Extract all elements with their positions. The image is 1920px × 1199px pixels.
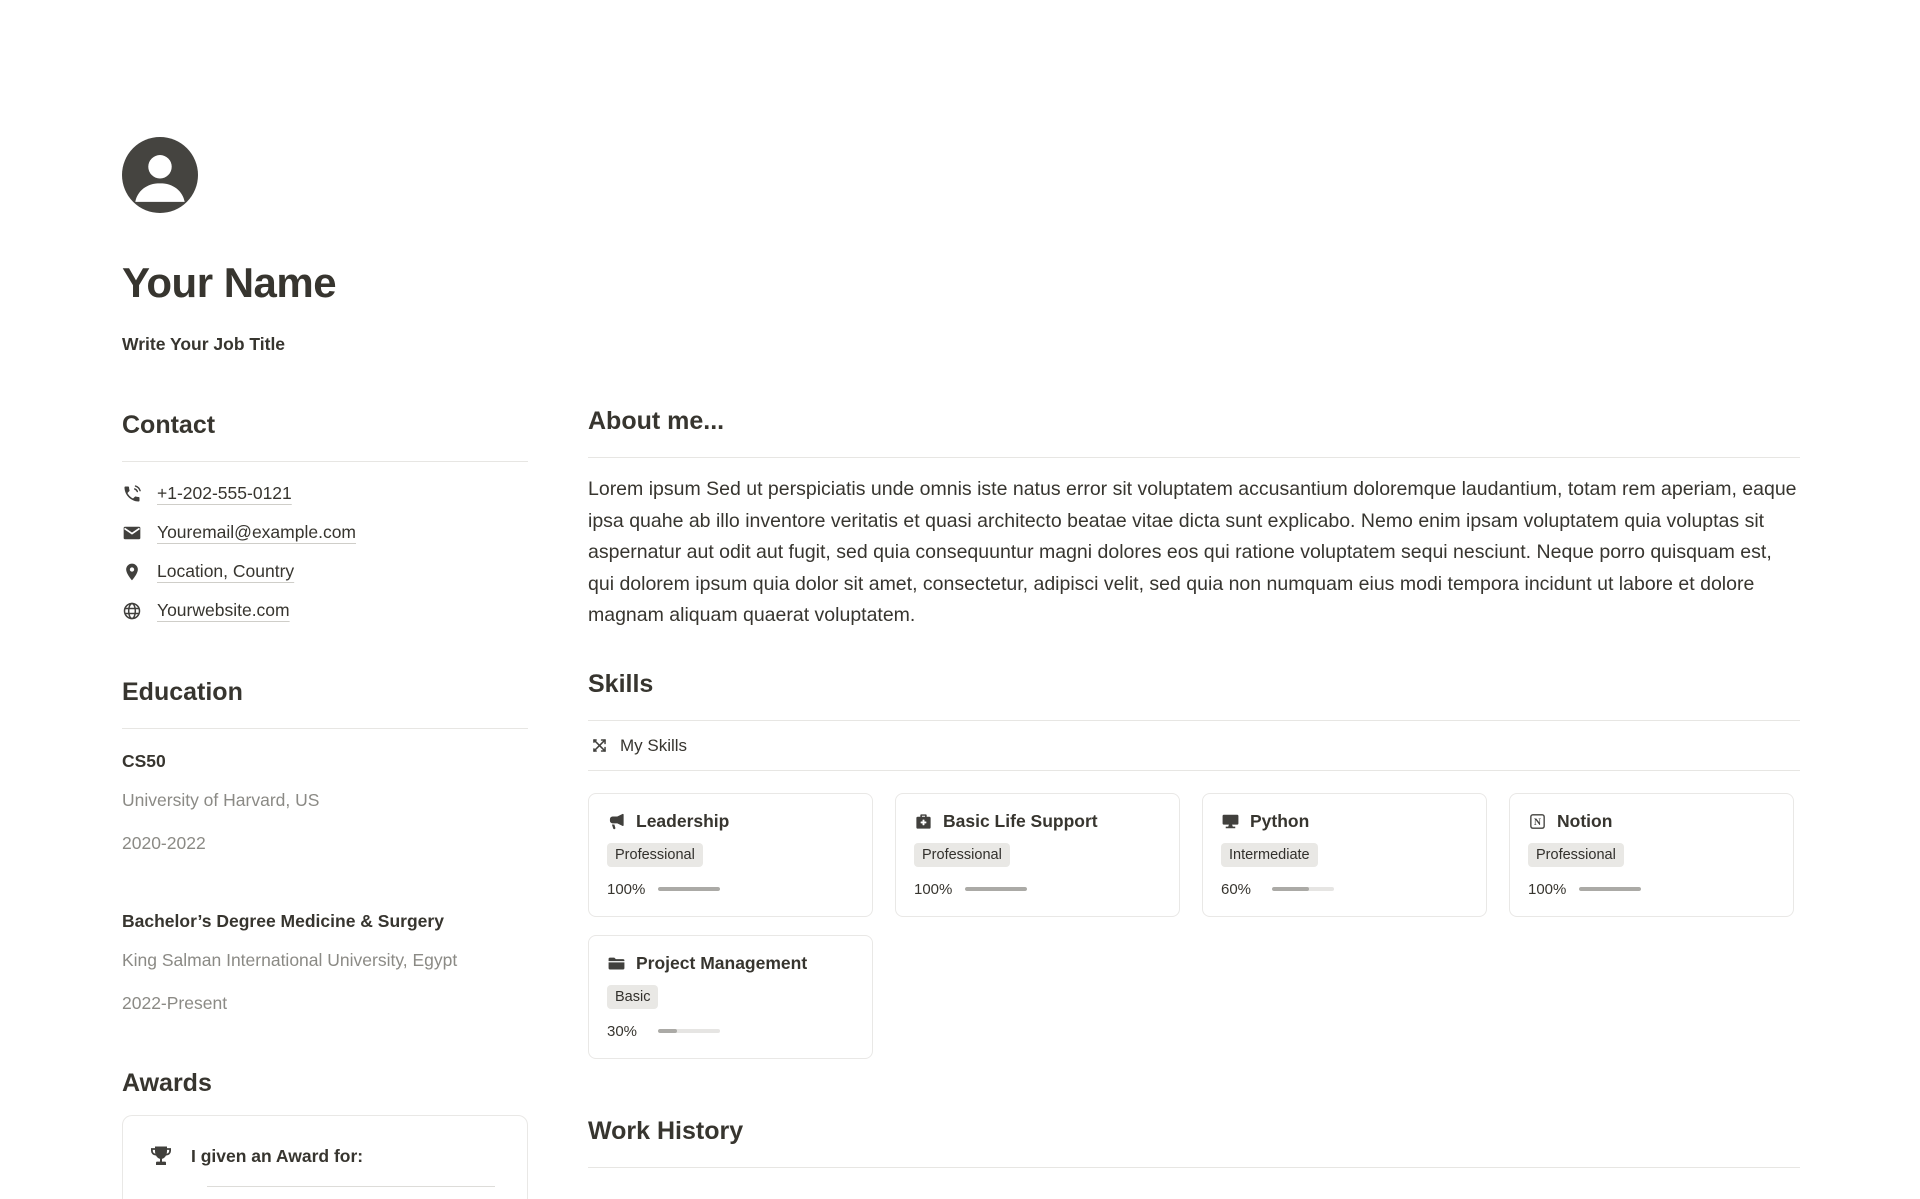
- skill-level-tag: Basic: [607, 985, 658, 1009]
- svg-text:N: N: [1533, 816, 1542, 828]
- education-title: Bachelor’s Degree Medicine & Surgery: [122, 911, 444, 931]
- profile-avatar person-icon[interactable]: [122, 137, 198, 213]
- award-card: [122, 1115, 528, 1199]
- skill-percent: 100%: [607, 880, 646, 898]
- skill-percent: 100%: [914, 880, 953, 898]
- about-paragraph: Lorem ipsum Sed ut perspiciatis unde omnis iste natus error sit voluptatem accusantium doloremque laudantium, totam rem aperiam, eaque ipsa quahe ab illo inventore veritatis et quasi architecto beatae vitae dicta sunt explicabo. Nemo enim ipsam voluptatem quia voluptas sit aspernatur aut odit aut fugit, sed quia consequuntur magni dolores eos qui ratione voluptatem sequi nesciunt. Neque porro quisquam est, qui dolorem ipsum quia dolor sit amet, consectetur, adipisci velit, sed quia non numquam eius modi tempora incidunt ut labore et dolore magnam aliquam quaerat voluptatem.: [588, 478, 1797, 626]
- job-title: Write Your Job Title: [122, 334, 286, 354]
- skill-name: Notion: [1557, 810, 1613, 831]
- education-heading: Education: [122, 678, 243, 706]
- monitor-icon: [1221, 812, 1240, 831]
- skills-card-gallery: [588, 793, 1800, 1059]
- education-entry: [122, 909, 528, 1019]
- megaphone-icon: [607, 812, 626, 831]
- folder-icon: [607, 954, 626, 973]
- website-link[interactable]: Yourwebsite.com: [157, 600, 290, 620]
- divider: [588, 770, 1800, 771]
- skill-name: Project Management: [636, 952, 808, 973]
- contact-row-website: [122, 591, 528, 630]
- skill-card-project-management[interactable]: [588, 935, 873, 1059]
- skill-level-tag: Professional: [607, 843, 703, 867]
- skill-percent: 30%: [607, 1022, 638, 1040]
- page-title: Your Name: [122, 259, 337, 306]
- skill-level-tag: Professional: [914, 843, 1010, 867]
- skill-card-notion[interactable]: [1509, 793, 1794, 917]
- skill-progress-bar: [1272, 887, 1334, 891]
- skill-name: Basic Life Support: [943, 810, 1098, 831]
- skill-percent: 60%: [1221, 880, 1252, 898]
- trophy-icon: [149, 1144, 173, 1168]
- contact-row-phone: [122, 474, 528, 513]
- skill-name: Python: [1250, 810, 1310, 831]
- skill-percent: 100%: [1528, 880, 1567, 898]
- globe-icon: [122, 601, 142, 621]
- skill-level-tag: Professional: [1528, 843, 1624, 867]
- notion-logo-icon: [1528, 812, 1547, 831]
- contact-list: [122, 474, 528, 630]
- skills-database-title: My Skills: [620, 735, 688, 755]
- contact-row-location: [122, 552, 528, 591]
- phone-link[interactable]: +1-202-555-0121: [157, 483, 292, 503]
- right-column: [588, 137, 1800, 1199]
- divider: [122, 728, 528, 729]
- crossed-arrows-icon: [590, 736, 609, 755]
- education-period: 2020-2022: [122, 833, 206, 853]
- contact-heading: Contact: [122, 411, 216, 439]
- divider: [122, 461, 528, 462]
- skill-card-leadership[interactable]: [588, 793, 873, 917]
- work-history-heading: Work History: [588, 1116, 744, 1145]
- education-school: King Salman International University, Egypt: [122, 950, 458, 970]
- divider: [588, 1167, 1800, 1168]
- location-pin-icon: [122, 562, 142, 582]
- award-entry-line: [207, 1186, 495, 1187]
- award-label: I given an Award for:: [191, 1145, 364, 1166]
- award-row: [149, 1144, 499, 1168]
- education-school: University of Harvard, US: [122, 790, 320, 810]
- education-title: CS50: [122, 751, 166, 771]
- skill-card-python[interactable]: [1202, 793, 1487, 917]
- divider: [588, 457, 1800, 458]
- phone-icon: [122, 484, 142, 504]
- skill-progress-bar: [658, 887, 720, 891]
- email-link[interactable]: Youremail@example.com: [157, 522, 357, 542]
- left-column: [122, 137, 528, 1199]
- skills-heading: Skills: [588, 669, 654, 698]
- skill-card-basic-life-support[interactable]: [895, 793, 1180, 917]
- skill-level-tag: Intermediate: [1221, 843, 1318, 867]
- education-period: 2022-Present: [122, 993, 228, 1013]
- skills-database-title-row[interactable]: [588, 721, 1800, 770]
- skill-progress-bar: [658, 1029, 720, 1033]
- skill-progress-bar: [1579, 887, 1641, 891]
- location-link[interactable]: Location, Country: [157, 561, 295, 581]
- contact-row-email: [122, 513, 528, 552]
- skill-name: Leadership: [636, 810, 730, 831]
- skill-progress-bar: [965, 887, 1027, 891]
- mail-icon: [122, 523, 142, 543]
- first-aid-kit-icon: [914, 812, 933, 831]
- awards-heading: Awards: [122, 1069, 212, 1097]
- education-entry: [122, 749, 528, 859]
- about-heading: About me...: [588, 407, 725, 435]
